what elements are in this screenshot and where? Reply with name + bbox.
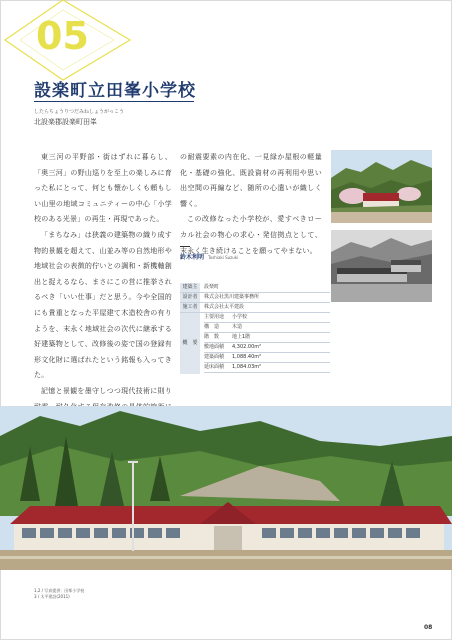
info-row	[180, 293, 330, 303]
body-column-left	[34, 150, 172, 446]
author-credit	[180, 252, 238, 261]
photo-historical-bw	[331, 230, 432, 302]
body-column-right	[180, 150, 322, 259]
info-value: 木造	[232, 324, 243, 330]
author-name: 鈴木利明	[180, 254, 205, 261]
info-subkey: 構 造	[204, 324, 220, 330]
info-row	[204, 343, 330, 353]
photo-village-color	[331, 150, 432, 223]
photo-school-main	[0, 406, 452, 570]
author-name-en: Toshiaki Suzuki	[208, 255, 239, 260]
paragraph: の耐震要素の内在化、一見緑か屋根の軽量化・基礎の強化、既設資材の再利用や思い出空間の再編など、随所の心遣いが織しく響く。	[180, 153, 322, 208]
project-info-table	[180, 283, 330, 373]
photo-caption	[34, 588, 84, 600]
info-row	[204, 353, 330, 363]
info-value: 設楽町	[204, 284, 220, 290]
info-row	[204, 333, 330, 343]
author-divider	[180, 246, 190, 247]
info-value: 4,302.00m²	[232, 344, 262, 350]
page-number: 08	[424, 624, 433, 631]
paragraph: 「まちなみ」は狭義の建築物の織り成す物的景観を超えて、山並み等の自然地形や地域社会の表徴的佇いとの調和・新機軸創出と捉えるなら、まさにこの営に推挙されるべき「いい仕事」だと思う。今や全国的にも貴重となった平屋建て木造校舎の有りようを、末永く地域社会の次代に継承する好建築物として、改修後の姿で国の登録有形文化財に選ばれたという銘報も入ってきた。	[34, 230, 172, 380]
paragraph: 東三河の平野部・街はずれに暮らし、「奥三河」の野山巡りを至上の楽しみに育った私にとって、何とも懐かしくも頼もしい山里の地域コミュニティーの中心「小学校のある光景」の再生・再現であった。	[34, 153, 172, 224]
info-row	[180, 303, 330, 313]
info-value: 地上1階	[232, 334, 251, 340]
info-row	[204, 313, 330, 323]
page-title: 設楽町立田峯小学校	[34, 81, 196, 101]
info-subkey: 建築面積	[204, 354, 225, 360]
chapter-number: 05	[36, 14, 89, 58]
title-underline	[34, 101, 194, 102]
info-row	[204, 323, 330, 333]
info-summary-label: 概 要	[180, 313, 200, 374]
info-value: 株式会社黒川建築事務所	[204, 294, 260, 300]
paragraph: 記憶と景観を墨守しつつ現代技術に則り	[41, 386, 172, 395]
info-subkey: 延床面積	[204, 364, 225, 370]
info-value: 1,088.40m²	[232, 354, 262, 360]
info-key: 建築主	[180, 283, 200, 292]
caption-line: 3 / 太平建設(2011)	[34, 594, 70, 599]
info-key: 施工者	[180, 303, 200, 312]
info-value: 株式会社太平建設	[204, 304, 245, 310]
info-subkey: 主要用途	[204, 314, 225, 320]
info-value: 小学校	[232, 314, 248, 320]
info-summary	[180, 313, 330, 373]
info-row	[204, 363, 330, 373]
title-reading: したらちょうりつだみねしょうがっこう	[34, 109, 125, 115]
paragraph: この改修なった小学校が、愛すべきローカル社会の物心の求心・発信拠点として、末永く生き続けることを願ってやまない。	[180, 215, 322, 255]
info-subkey: 階 数	[204, 334, 220, 340]
info-subkey: 敷地面積	[204, 344, 225, 350]
info-row	[180, 283, 330, 293]
caption-line: 1,2 / 写真提供：田峯小学校	[34, 588, 85, 593]
location-label: 北設楽郡設楽町田峯	[34, 118, 97, 126]
info-value: 1,084.03m²	[232, 364, 262, 370]
info-key: 設計者	[180, 293, 200, 302]
